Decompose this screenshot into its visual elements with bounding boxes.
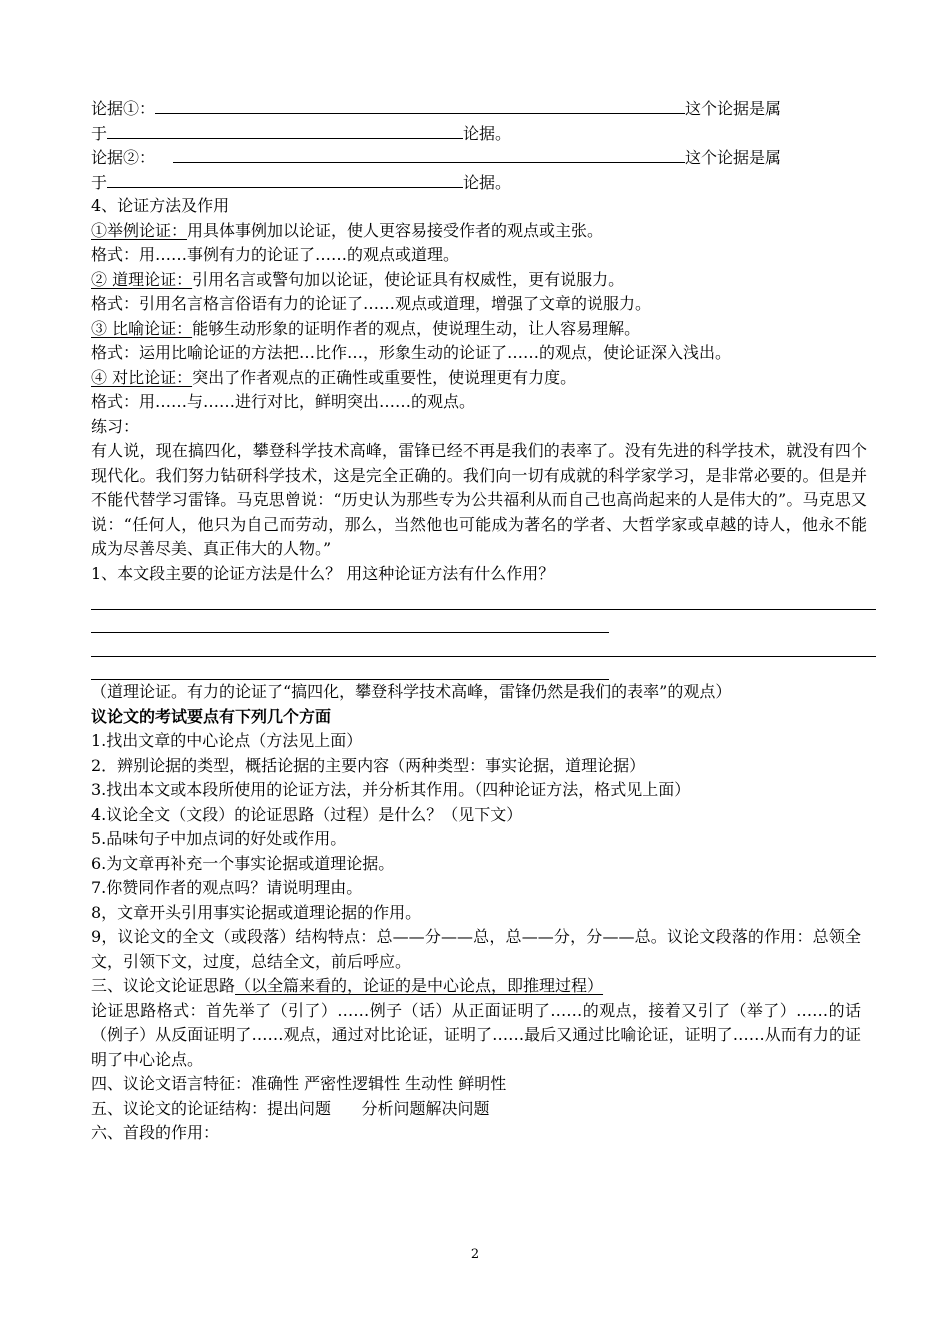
section-3-title-row [91,974,881,999]
exam-point-1: 1.找出文章的中心论点（方法见上面） [91,731,363,750]
evidence-1-suffix: 论据。 [463,123,512,143]
practice-passage: 有人说，现在搞四化，攀登科学技术高峰，雷锋已经不再是我们的表率了。没有先进的科学技术，就没有四个现代化。我们努力钻研科学技术，这是完全正确的。我们向一切有成就的科学家学习，是非常必要的。但是并不能代替学习雷锋。马克思曾说：“历史认为那些专为公共福利从而自己也高尚起来的人是伟大的”。马克思又说：“任何人，他只为自己而劳动，那么，当然他也可能成为著名的学者、大哲学家或卓越的诗人，他永不能成为尽善尽美、真正伟大的人物。” [91,441,867,558]
evidence-1-belongs: 这个论据是属 [685,99,782,118]
evidence-1-label: 论据①： [91,99,156,118]
evidence-1-type-row [91,121,881,146]
section-3-note: （以全篇来看的，论证的是中心论点，即推理过程） [235,976,604,995]
method-2-format: 格式：引用名言格言俗语有力的论证了……观点或道理，增强了文章的说服力。 [91,294,652,313]
evidence-1-row [91,96,881,121]
method-4-name: ④ 对比论证： [91,367,193,387]
evidence-2-suffix: 论据。 [463,172,512,192]
method-3-format: 格式：运用比喻论证的方法把…比作…，形象生动的论证了……的观点，使论证深入浅出。 [91,343,732,362]
exam-point-4: 4.议论全文（文段）的论证思路（过程）是什么？（见下文） [91,804,523,824]
exam-point-6: 6.为文章再补充一个事实论据或道理论据。 [91,853,395,873]
method-3-desc: 能够生动形象的证明作者的观点，使说理生动，让人容易理解。 [192,318,641,338]
section-3-format: 论证思路格式：首先举了（引了）……例子（话）从正面证明了……的观点，接着又引了（举了）……的话（例子）从反面证明了……观点，通过对比论证，证明了……最后又通过比喻论证，证明了……从而有力的证明了中心论点。 [91,1000,861,1069]
method-3 [91,317,881,342]
evidence-1-blank[interactable] [155,96,685,114]
practice-question: 1、本文段主要的论证方法是什么？ 用这种论证方法有什么作用？ [91,563,555,583]
evidence-2-belongs: 这个论据是属 [685,148,782,167]
document-body [91,96,881,1146]
evidence-2-type-row [91,170,881,195]
belongs-char: 于 [91,123,108,143]
evidence-2-row [91,145,881,170]
answer-line-1[interactable] [91,586,876,610]
exam-point-2: 2．辨别论据的类型，概括论据的主要内容（两种类型：事实论据，道理论据） [91,755,646,775]
method-2 [91,268,881,293]
method-1-format: 格式：用……事例有力的论证了……的观点或道理。 [91,245,460,264]
exam-point-9: 9，议论文的全文（或段落）结构特点：总——分——总，总——分，分——总。议论文段落的作用：总领全文，引领下文，过度，总结全文，前后呼应。 [91,927,861,971]
method-4-desc: 突出了作者观点的正确性或重要性，使说理更有力度。 [192,367,577,387]
belongs-char: 于 [91,172,108,192]
answer-line-2[interactable] [91,610,609,634]
method-1 [91,219,881,244]
answer-line-3[interactable] [91,633,876,657]
practice-heading: 练习： [91,416,140,436]
evidence-2-blank[interactable] [173,145,685,163]
exam-point-8: 8，文章开头引用事实论据或道理论据的作用。 [91,902,422,922]
exam-point-7: 7.你赞同作者的观点吗？请说明理由。 [91,878,363,897]
section-5: 五、议论文的论证结构：提出问题 分析问题解决问题 [91,1098,490,1118]
method-2-desc: 引用名言或警句加以论证，使论证具有权威性，更有说服力。 [192,269,625,289]
method-2-name: ② 道理论证： [91,269,193,289]
section-3-title: 三、议论文论证思路 [91,976,236,995]
page-number: 2 [470,1247,480,1262]
answer-line-4[interactable] [91,657,609,681]
section-4: 四、议论文语言特征：准确性 严密性逻辑性 生动性 鲜明性 [91,1074,507,1093]
method-3-name: ③ 比喻论证： [91,318,193,338]
section-6: 六、首段的作用： [91,1123,220,1142]
exam-heading: 议论文的考试要点有下列几个方面 [91,706,332,726]
method-1-name: ①举例论证： [91,220,188,240]
method-1-desc: 用具体事例加以论证，使人更容易接受作者的观点或主张。 [187,220,604,240]
practice-answer: （道理论证。有力的论证了“搞四化，攀登科学技术高峰，雷锋仍然是我们的表率”的观点） [91,682,732,701]
method-4-format: 格式：用……与……进行对比，鲜明突出……的观点。 [91,392,476,411]
exam-point-5: 5.品味句子中加点词的好处或作用。 [91,829,347,848]
exam-point-3: 3.找出本文或本段所使用的论证方法，并分析其作用。（四种论证方法，格式见上面） [91,780,691,799]
evidence-2-type-blank[interactable] [107,170,463,188]
evidence-2-label: 论据②： [91,148,156,167]
evidence-1-type-blank[interactable] [107,121,463,139]
methods-heading: 4、论证方法及作用 [91,196,230,215]
method-4 [91,366,881,391]
